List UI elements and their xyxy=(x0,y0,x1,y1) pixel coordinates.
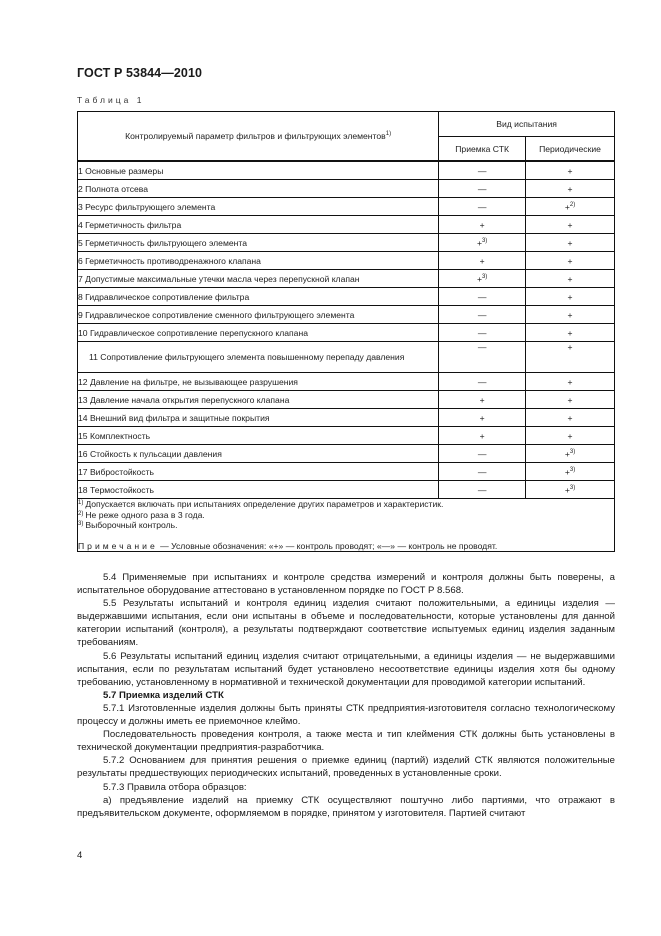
table-caption: Таблица 1 xyxy=(77,95,145,105)
table-notes xyxy=(78,499,615,552)
paragraph: 5.7.1 Изготовленные изделия должны быть приняты СТК предприятия-изготовителя согласно технологическому процессу и должны иметь ее приемочное клеймо. xyxy=(77,702,615,728)
body-text xyxy=(77,571,615,820)
footnote-ref: 2) xyxy=(569,201,576,208)
note-text: — Условные обозначения: «+» — контроль проводят; «—» — контроль не проводят. xyxy=(157,540,498,551)
parameter-cell: 18 Термостойкость xyxy=(78,481,439,499)
table-row xyxy=(78,180,615,198)
acceptance-mark: — xyxy=(439,180,526,198)
parameter-cell: 15 Комплектность xyxy=(78,427,439,445)
paragraph: Последовательность проведения контроля, а также места и тип клеймения СТК должны быть установлены в технической документации предприятия-разработчика. xyxy=(77,729,615,754)
periodic-mark: + xyxy=(526,234,615,252)
footnote-ref: 3) xyxy=(569,484,576,491)
parameter-cell: 10 Гидравлическое сопротивление перепускного клапана xyxy=(78,324,439,342)
table-row xyxy=(78,324,615,342)
acceptance-mark: — xyxy=(439,324,526,342)
periodic-mark: + xyxy=(526,252,615,270)
acceptance-mark: — xyxy=(439,373,526,391)
paragraph: а) предъявление изделий на приемку СТК осуществляют поштучно либо партиями, что отражают в предъявительском документе, оформляемом в порядке, принятом у изготовителя. Партией считают xyxy=(77,794,615,819)
periodic-mark: + xyxy=(526,306,615,324)
periodic-mark: + xyxy=(526,324,615,342)
parameter-cell: 3 Ресурс фильтрующего элемента xyxy=(78,198,439,216)
footnote-ref: 3) xyxy=(481,273,488,280)
table-row xyxy=(78,427,615,445)
acceptance-mark: — xyxy=(439,481,526,499)
footnote: $^{1)}$ Допускается включать при испытаниях определение других параметров и характеристик. xyxy=(78,499,444,509)
periodic-mark: + xyxy=(526,409,615,427)
parameter-cell: 1 Основные размеры xyxy=(78,161,439,180)
acceptance-mark: + xyxy=(439,252,526,270)
acceptance-mark: + xyxy=(439,391,526,409)
header-test-type: Вид испытания xyxy=(439,112,615,137)
table-row xyxy=(78,306,615,324)
acceptance-mark: — xyxy=(439,306,526,324)
periodic-mark: + xyxy=(526,427,615,445)
header-periodic: Периодические xyxy=(526,137,615,162)
table-row xyxy=(78,234,615,252)
test-types-table xyxy=(77,111,615,552)
section-heading: 5.7 Приемка изделий СТК xyxy=(103,689,224,701)
table-body xyxy=(78,161,615,499)
table-row xyxy=(78,252,615,270)
parameter-cell: 13 Давление начала открытия перепускного клапана xyxy=(78,391,439,409)
parameter-cell: 12 Давление на фильтре, не вызывающее разрушения xyxy=(78,373,439,391)
table-row xyxy=(78,463,615,481)
acceptance-mark: — xyxy=(439,198,526,216)
acceptance-mark: — xyxy=(439,463,526,481)
table-row xyxy=(78,342,615,373)
footnote-ref: 1) xyxy=(385,131,392,137)
footnote-ref: 3) xyxy=(569,448,576,455)
table-row xyxy=(78,373,615,391)
header-acceptance: Приемка СТК xyxy=(439,137,526,162)
periodic-mark: +$^{3)}$ xyxy=(526,481,615,499)
acceptance-mark: +$^{3)}$ xyxy=(439,234,526,252)
table-note xyxy=(78,541,614,552)
parameter-cell: 8 Гидравлическое сопротивление фильтра xyxy=(78,288,439,306)
periodic-mark: +$^{3)}$ xyxy=(526,445,615,463)
footnote: $^{2)}$ Не реже одного раза в 3 года. xyxy=(78,509,205,520)
note-label: Примечание xyxy=(78,540,158,551)
parameter-cell: 9 Гидравлическое сопротивление сменного фильтрующего элемента xyxy=(78,306,439,324)
table-row xyxy=(78,409,615,427)
parameter-cell: 11 Сопротивление фильтрующего элемента повышенному перепаду давления xyxy=(78,342,439,373)
periodic-mark: +$^{3)}$ xyxy=(526,463,615,481)
parameter-cell: 17 Вибростойкость xyxy=(78,463,439,481)
table-row xyxy=(78,270,615,288)
table-row xyxy=(78,445,615,463)
parameter-cell: 2 Полнота отсева xyxy=(78,180,439,198)
acceptance-mark: — xyxy=(439,288,526,306)
header-parameter: Контролируемый параметр фильтров и фильтрующих элементов$^{1)}$ xyxy=(78,112,439,162)
parameter-cell: 7 Допустимые максимальные утечки масла через перепускной клапан xyxy=(78,270,439,288)
periodic-mark: + xyxy=(526,161,615,180)
paragraph: 5.7.2 Основанием для принятия решения о приемке единиц (партий) изделий СТК являются положительные результаты предшествующих периодических испытаний, проведенных в установленные сроки. xyxy=(77,755,615,780)
acceptance-mark: — xyxy=(439,342,526,373)
paragraph: 5.4 Применяемые при испытаниях и контроле средства измерений и контроля должны быть поверены, а испытательное оборудование аттестовано в установленном порядке по ГОСТ Р 8.568. xyxy=(77,572,615,597)
footnote-ref: 3) xyxy=(481,237,488,244)
table-row xyxy=(78,481,615,499)
acceptance-mark: + xyxy=(439,427,526,445)
periodic-mark: + xyxy=(526,180,615,198)
parameter-cell: 14 Внешний вид фильтра и защитные покрытия xyxy=(78,409,439,427)
acceptance-mark: + xyxy=(439,216,526,234)
table-row xyxy=(78,216,615,234)
table-row xyxy=(78,288,615,306)
periodic-mark: + xyxy=(526,270,615,288)
periodic-mark: + xyxy=(526,391,615,409)
paragraph: 5.5 Результаты испытаний и контроля единиц изделия считают положительными, а единицы изделия — выдержавшими испытания, если они испытаны в объеме и последовательности, которые установлены для данной категории испытаний (контроля), а результаты подтверждают соответствие испытуемых единиц изделия заданным требованиям. xyxy=(77,598,615,649)
periodic-mark: + xyxy=(526,373,615,391)
acceptance-mark: — xyxy=(439,445,526,463)
footnote-ref: 3) xyxy=(569,466,576,473)
acceptance-mark: — xyxy=(439,161,526,180)
table-row xyxy=(78,198,615,216)
parameter-cell: 5 Герметичность фильтрующего элемента xyxy=(78,234,439,252)
acceptance-mark: +$^{3)}$ xyxy=(439,270,526,288)
periodic-mark: + xyxy=(526,288,615,306)
table-row xyxy=(78,161,615,180)
periodic-mark: + xyxy=(526,342,615,373)
periodic-mark: +$^{2)}$ xyxy=(526,198,615,216)
paragraph: 5.7.3 Правила отбора образцов: xyxy=(103,781,247,793)
parameter-cell: 6 Герметичность противодренажного клапана xyxy=(78,252,439,270)
parameter-cell: 16 Стойкость к пульсации давления xyxy=(78,445,439,463)
page-number: 4 xyxy=(77,850,83,861)
periodic-mark: + xyxy=(526,216,615,234)
footnote: $^{3)}$ Выборочный контроль. xyxy=(78,520,178,530)
parameter-cell: 4 Герметичность фильтра xyxy=(78,216,439,234)
paragraph: 5.6 Результаты испытаний единиц изделия считают отрицательными, а единицы изделия — не выдержавшими испытания, если по результатам испытаний будет установлено несоответствие единицы изделия хотя бы одному требованию, установленному в нормативной и технической документации для проводимой категории испытаний. xyxy=(77,650,615,688)
acceptance-mark: + xyxy=(439,409,526,427)
table-row xyxy=(78,391,615,409)
document-id: ГОСТ Р 53844—2010 xyxy=(77,66,203,80)
